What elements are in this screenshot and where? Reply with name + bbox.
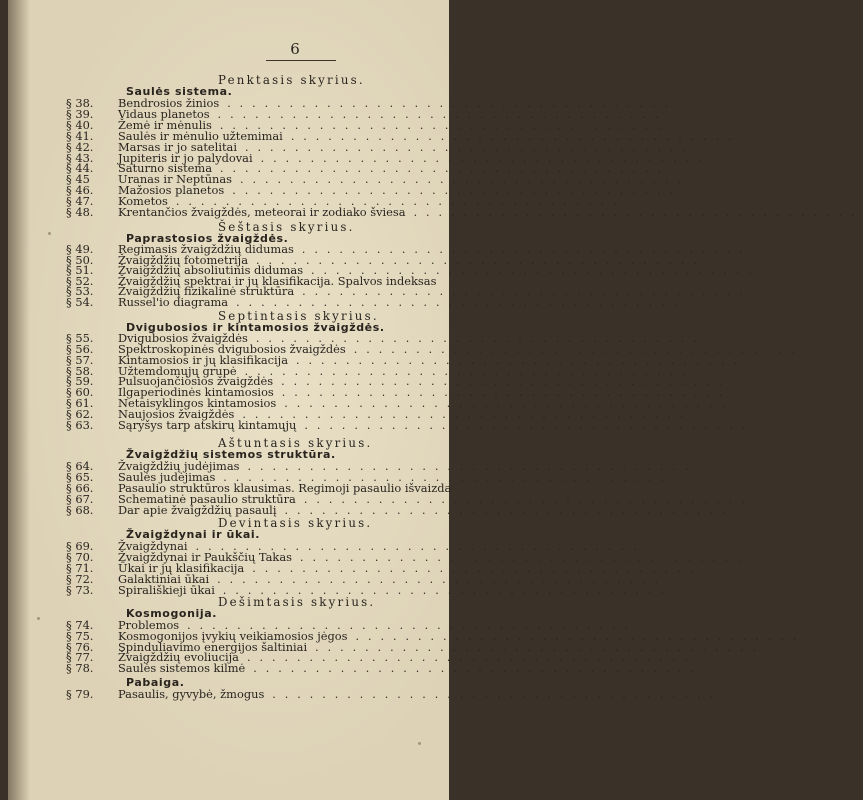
dot-leader: .................................... (290, 130, 741, 143)
section-title: Saturno sistema (118, 161, 213, 175)
dot-leader: .................................... (311, 264, 761, 277)
section-title: Kintamosios ir jų klasifikacija (118, 353, 288, 367)
section-title: Netaisyklingos kintamosios (118, 396, 277, 410)
chapter-heading: Žvaigždynai ir ūkai. (126, 528, 261, 541)
chapter-title: Penktasis skyrius. (218, 73, 365, 87)
section-title: Ilgaperiodinės kintamosios (118, 385, 274, 399)
section-number: § 43. (66, 151, 94, 165)
section-title: Žvaigždžių absoliutinis didumas (118, 263, 304, 277)
dot-leader: .................................... (217, 108, 668, 121)
section-title: Pasaulis, gyvybė, žmogus (118, 687, 265, 701)
dot-leader: .................................... (303, 493, 754, 506)
section-number: § 70. (66, 550, 94, 564)
section-number: § 62. (66, 407, 94, 421)
dot-leader: .................................... (272, 688, 723, 701)
dot-leader: .................................... (244, 365, 695, 378)
section-title: Žvaigždynai ir Paukščių Takas (118, 550, 292, 564)
section-number: § 50. (66, 253, 94, 267)
paper-speck (48, 232, 51, 235)
section-number: § 71. (66, 561, 94, 575)
dot-leader: .................................... (247, 460, 698, 473)
book-page (8, 0, 863, 800)
section-number: § 56. (66, 342, 94, 356)
section-number: § 53. (66, 284, 94, 298)
dot-leader: .................................... (195, 540, 646, 553)
section-number: § 40. (66, 118, 94, 132)
section-title: Bendrosios žinios (118, 96, 220, 110)
section-title: Marsas ir jo satelitai (118, 140, 237, 154)
section-number: § 52. (66, 274, 94, 288)
dot-leader: .................................... (232, 184, 683, 197)
section-number: § 59. (66, 374, 94, 388)
section-number: § 46. (66, 183, 94, 197)
paper-speck (37, 617, 40, 620)
section-number: § 72. (66, 572, 94, 586)
section-number: § 60. (66, 385, 94, 399)
section-title: Spinduliavimo energijos šaltiniai (118, 640, 308, 654)
dot-leader: .................................... (223, 471, 674, 484)
dot-leader: .................................... (240, 173, 690, 186)
dot-leader: .................................... (296, 354, 746, 367)
dot-leader: .................................... (255, 332, 706, 345)
section-number: § 49. (66, 242, 94, 256)
section-title: Užtemdomųjų grupė (118, 364, 237, 378)
dot-leader: .................................... (236, 296, 686, 309)
chapter-title: Aštuntasis skyrius. (218, 436, 373, 450)
section-title: Krentančios žvaigždės, meteorai ir zodiako šviesa (118, 205, 406, 219)
dot-leader: .................................... (256, 254, 706, 267)
chapter-heading: Žvaigždžių sistemos struktūra. (126, 448, 336, 461)
chapter-heading: Saulės sistema. (126, 85, 233, 98)
section-title: Žvaigždynai (118, 539, 188, 553)
section-number: § 78. (66, 661, 94, 675)
dot-leader: .................................... (246, 651, 697, 664)
section-number: § 54. (66, 295, 94, 309)
dot-leader: .................................... (353, 343, 804, 356)
chapter-heading: Pabaiga. (126, 676, 185, 689)
table-of-contents (8, 0, 863, 800)
dot-leader: .................................... (222, 584, 673, 597)
section-title: Žvaigždžių fotometrija (118, 253, 249, 267)
section-number: § 57. (66, 353, 94, 367)
section-title: Schematinė pasaulio struktūra (118, 492, 296, 506)
section-title: Naujosios žvaigždės (118, 407, 235, 421)
section-title: Russel'io diagrama (118, 295, 229, 309)
section-title: Spirališkieji ūkai (118, 583, 215, 597)
section-number: § 79. (66, 687, 94, 701)
section-number: § 51. (66, 263, 94, 277)
section-title: Žvaigždžių spektrai ir jų klasifikacija. Spalvos indeksas (118, 274, 437, 288)
section-title: Kosmogonijos įvykių veikiamosios jėgos (118, 629, 348, 643)
section-number: § 44. (66, 161, 94, 175)
section-number: § 47. (66, 194, 94, 208)
section-title: Galaktiniai ūkai (118, 572, 210, 586)
section-title: Dvigubosios žvaigždės (118, 331, 248, 345)
section-title: Saulės ir mėnulio užtemimai (118, 129, 283, 143)
section-number: § 73. (66, 583, 94, 597)
section-number: § 64. (66, 459, 94, 473)
section-title: Vidaus planetos (118, 107, 210, 121)
section-number: § 76. (66, 640, 94, 654)
section-title: Uranas ir Neptūnas (118, 172, 233, 186)
chapter-heading: Dvigubosios ir kintamosios žvaigždės. (126, 321, 385, 334)
page-number: 6 (290, 40, 300, 58)
section-title: Žvaigždžių evoliucija (118, 650, 239, 664)
chapter-title: Devintasis skyrius. (218, 516, 373, 530)
chapter-heading: Kosmogonija. (126, 607, 218, 620)
chapter-title: Septintasis skyrius. (218, 309, 379, 323)
section-number: § 68. (66, 503, 94, 517)
dot-leader: .................................... (301, 243, 752, 256)
section-number: § 45 (66, 172, 90, 186)
dot-leader: .................................... (284, 504, 735, 517)
section-title: Spektroskopinės dvigubosios žvaigždės (118, 342, 346, 356)
section-number: § 41. (66, 129, 94, 143)
dot-leader: .................................... (302, 285, 753, 298)
section-number: § 69. (66, 539, 94, 553)
dot-leader: .................................... (217, 573, 668, 586)
dot-leader: .................................... (260, 152, 711, 165)
toc-entry (8, 661, 704, 675)
dot-leader: .................................... (253, 662, 704, 675)
section-number: § 48. (66, 205, 94, 219)
section-title: Kometos (118, 194, 168, 208)
toc-entry (8, 205, 863, 219)
dot-leader: .................................... (187, 619, 638, 632)
section-number: § 77. (66, 650, 94, 664)
section-number: § 66. (66, 481, 94, 495)
section-title: Pasaulio struktūros klausimas. Regimoji pasaulio išvaizda (118, 481, 452, 495)
dot-leader: .................................... (315, 641, 765, 654)
section-number: § 75. (66, 629, 94, 643)
section-title: Ūkai ir jų klasifikacija (118, 561, 245, 575)
section-title: Problemos (118, 618, 180, 632)
section-number: § 39. (66, 107, 94, 121)
section-title: Saulės sistemos kilmė (118, 661, 246, 675)
section-title: Saulės judėjimas (118, 470, 216, 484)
chapter-title: Šeštasis skyrius. (218, 220, 355, 234)
dot-leader: .................................... (219, 119, 670, 132)
dot-leader: .................................... (299, 551, 750, 564)
dot-leader: .................................... (284, 397, 735, 410)
dot-leader: .................................... (355, 630, 806, 643)
section-number: § 65. (66, 470, 94, 484)
dot-leader: .................................... (220, 162, 670, 175)
section-number: § 58. (66, 364, 94, 378)
section-title: Jupiteris ir jo palydovai (118, 151, 253, 165)
section-number: § 74. (66, 618, 94, 632)
toc-entry (8, 295, 686, 309)
chapter-heading: Paprastosios žvaigždės. (126, 232, 289, 245)
paper-speck (418, 742, 421, 745)
section-number: § 42. (66, 140, 94, 154)
section-number: § 63. (66, 418, 94, 432)
section-number: § 67. (66, 492, 94, 506)
section-title: Žvaigždžių fizikalinė struktūra (118, 284, 295, 298)
dot-leader: .................................... (413, 206, 863, 219)
section-number: § 61. (66, 396, 94, 410)
section-title: Žemė ir mėnulis (118, 118, 212, 132)
toc-entry (8, 687, 723, 701)
dot-leader: .................................... (281, 386, 732, 399)
dot-leader: .................................... (227, 97, 678, 110)
section-title: Dar apie žvaigždžių pasaulį (118, 503, 277, 517)
section-number: § 55. (66, 331, 94, 345)
section-title: Regimasis žvaigždžių didumas (118, 242, 294, 256)
section-title: Pulsuojančiosios žvaigždės (118, 374, 274, 388)
dot-leader: .................................... (244, 141, 695, 154)
chapter-title: Dešimtasis skyrius. (218, 595, 376, 609)
toc-entry (8, 418, 755, 432)
section-title: Žvaigždžių judėjimas (118, 459, 240, 473)
section-title: Mažosios planetos (118, 183, 225, 197)
dot-leader: .................................... (281, 375, 731, 388)
dot-leader: .................................... (252, 562, 703, 575)
dot-leader: .................................... (242, 408, 693, 421)
dot-leader: .................................... (175, 195, 626, 208)
section-number: § 38. (66, 96, 94, 110)
dot-leader: .................................... (304, 419, 755, 432)
section-title: Sąryšys tarp atskirų kintamųjų (118, 418, 297, 432)
